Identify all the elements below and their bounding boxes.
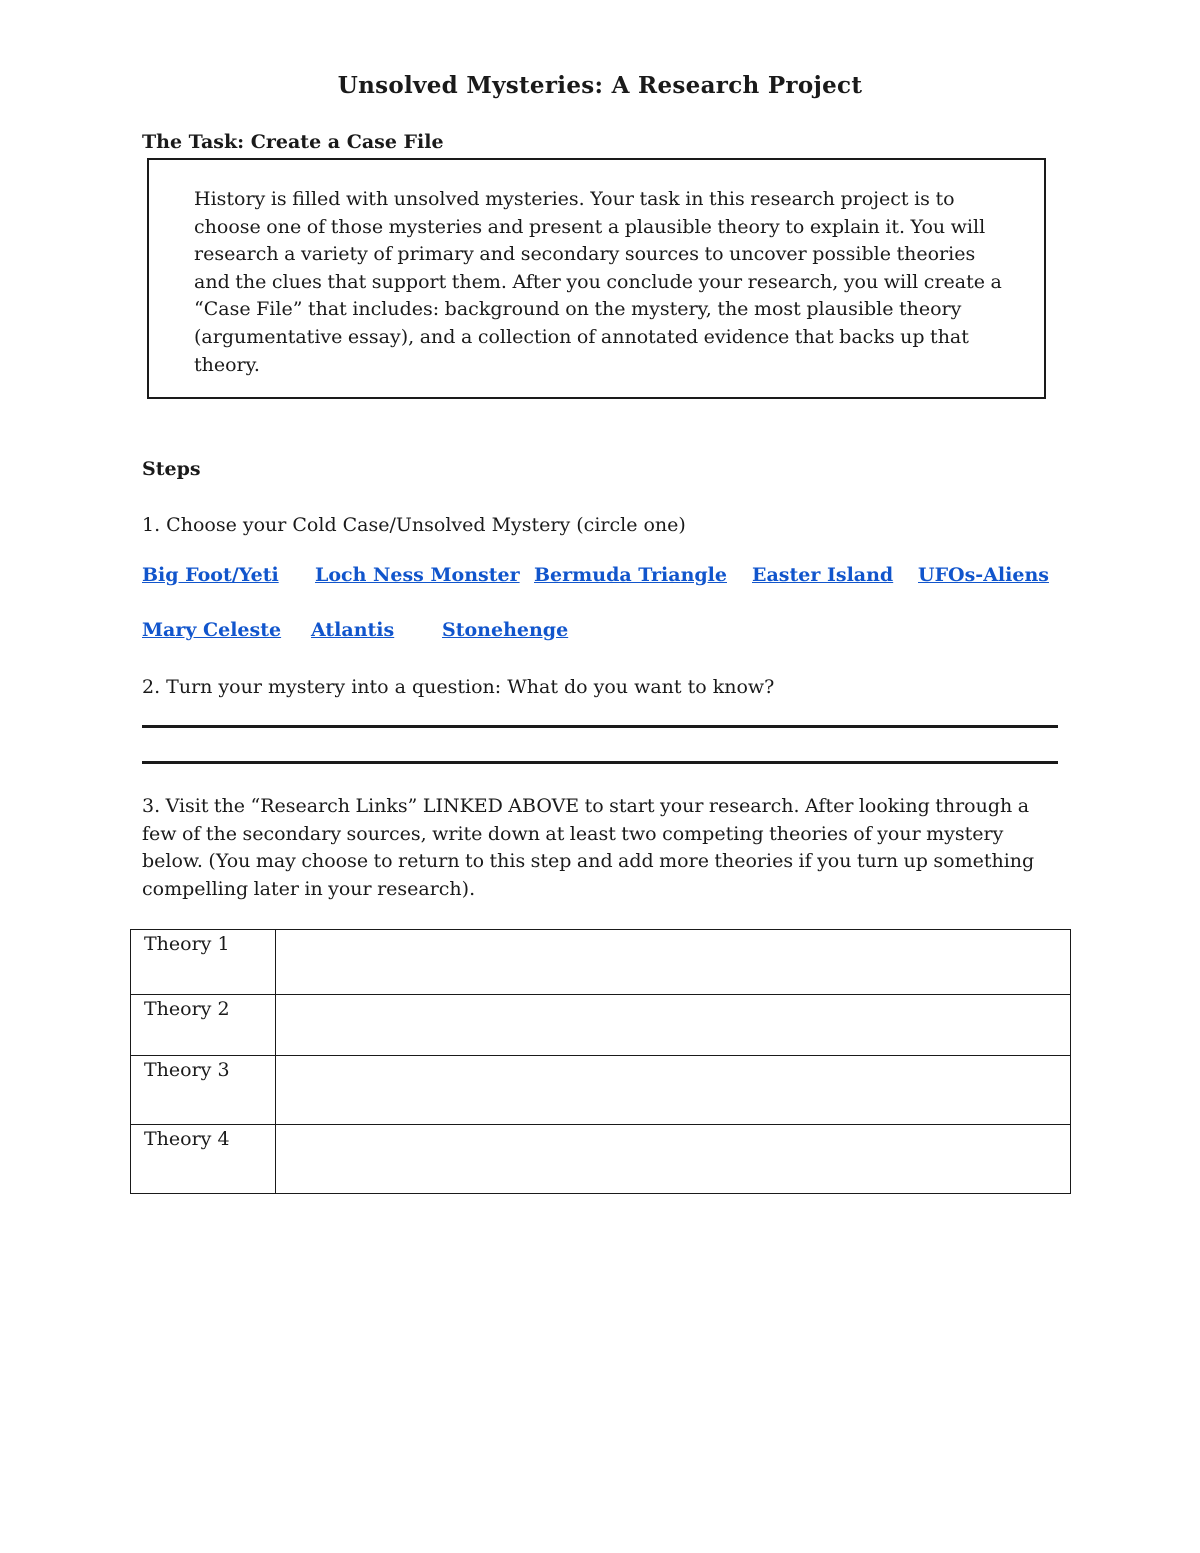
- theory-label: Theory 2: [131, 995, 276, 1056]
- mystery-link-bigfoot[interactable]: Big Foot/Yeti: [142, 564, 279, 586]
- table-row: [131, 1056, 1071, 1125]
- mystery-link-mary-celeste[interactable]: Mary Celeste: [142, 619, 282, 641]
- answer-line-1[interactable]: [142, 725, 1058, 728]
- table-row: [131, 930, 1071, 995]
- mystery-link-loch-ness[interactable]: Loch Ness Monster: [315, 564, 520, 586]
- theory-label: Theory 3: [131, 1056, 276, 1125]
- task-heading: The Task: Create a Case File: [142, 131, 444, 153]
- theory-input-2[interactable]: [276, 995, 1071, 1056]
- step-2-text: 2. Turn your mystery into a question: What do you want to know?: [142, 676, 775, 698]
- table-row: [131, 1125, 1071, 1194]
- theories-table: [130, 929, 1071, 1194]
- theory-input-3[interactable]: [276, 1056, 1071, 1125]
- mystery-link-easter-island[interactable]: Easter Island: [752, 564, 894, 586]
- step-3-text: 3. Visit the “Research Links” LINKED ABOVE to start your research. After looking through a few of the secondary sources, write down at least two competing theories of your mystery below. (You may choose to return to this step and add more theories if you turn up something compelling later in your research).: [142, 795, 1035, 900]
- mystery-link-bermuda[interactable]: Bermuda Triangle: [534, 564, 727, 586]
- theory-label: Theory 4: [131, 1125, 276, 1194]
- theory-input-4[interactable]: [276, 1125, 1071, 1194]
- step-1-text: 1. Choose your Cold Case/Unsolved Mystery (circle one): [142, 514, 686, 536]
- answer-line-2[interactable]: [142, 761, 1058, 764]
- theory-input-1[interactable]: [276, 930, 1071, 995]
- steps-heading: Steps: [142, 458, 201, 480]
- task-description: History is filled with unsolved mysteries. Your task in this research project is to choose one of those mysteries and present a plausible theory to explain it. You will research a variety of primary and secondary sources to uncover possible theories and the clues that support them. After you conclude your research, you will create a “Case File” that includes: background on the mystery, the most plausible theory (argumentative essay), and a collection of annotated evidence that backs up that theory.: [194, 188, 1002, 376]
- mystery-link-stonehenge[interactable]: Stonehenge: [442, 619, 569, 641]
- mystery-link-atlantis[interactable]: Atlantis: [311, 619, 395, 641]
- theory-label: Theory 1: [131, 930, 276, 995]
- page-title: Unsolved Mysteries: A Research Project: [337, 72, 863, 99]
- table-row: [131, 995, 1071, 1056]
- mystery-link-ufos[interactable]: UFOs-Aliens: [918, 564, 1049, 586]
